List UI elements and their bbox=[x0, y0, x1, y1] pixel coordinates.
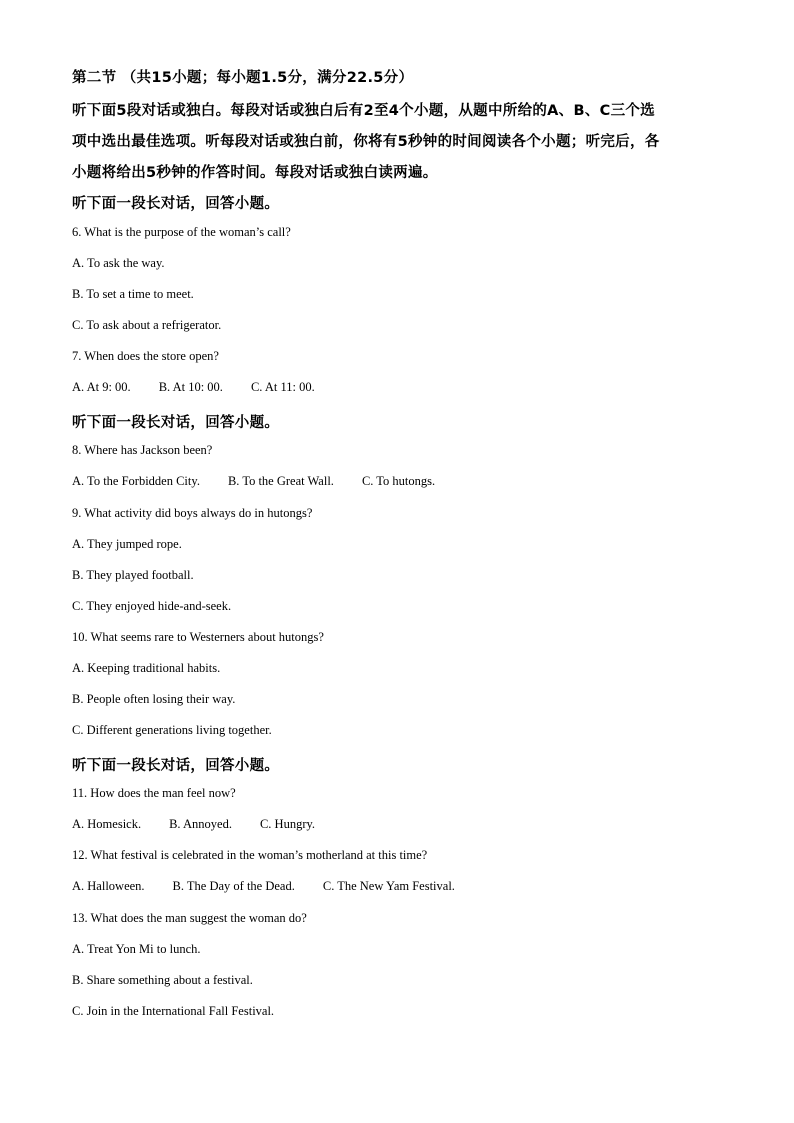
question-11-option-c: C. Hungry. bbox=[259, 817, 316, 831]
question-7-options bbox=[72, 380, 315, 395]
question-6-stem: 6. What is the purpose of the woman’s call? bbox=[72, 225, 291, 239]
question-10-stem: 10. What seems rare to Westerners about hutongs? bbox=[72, 630, 324, 644]
question-12-options bbox=[72, 879, 455, 894]
instructions-line-2: 项中选出最佳选项。听每段对话或独白前，你将有5秒钟的时间阅读各个小题；听完后，各 bbox=[72, 134, 660, 150]
question-8-stem: 8. Where has Jackson been? bbox=[72, 443, 213, 457]
instructions-line-1: 听下面5段对话或独白。每段对话或独白后有2至4个小题，从题中所给的A、B、C三个选 bbox=[72, 103, 655, 119]
question-9-option-b: B. They played football. bbox=[72, 568, 194, 582]
question-11-stem: 11. How does the man feel now? bbox=[72, 786, 236, 800]
group-heading-2: 听下面一段长对话，回答小题。 bbox=[72, 415, 280, 431]
question-12-option-a: A. Halloween. bbox=[72, 879, 145, 893]
question-13-option-a: A. Treat Yon Mi to lunch. bbox=[72, 942, 201, 956]
question-7-option-a: A. At 9: 00. bbox=[72, 380, 131, 394]
question-6-option-b: B. To set a time to meet. bbox=[72, 287, 194, 301]
question-10-option-c: C. Different generations living together. bbox=[72, 723, 272, 737]
question-8-option-c: C. To hutongs. bbox=[361, 474, 436, 488]
question-9-stem: 9. What activity did boys always do in hutongs? bbox=[72, 506, 313, 520]
question-13-stem: 13. What does the man suggest the woman do? bbox=[72, 911, 307, 925]
question-13-option-c: C. Join in the International Fall Festival. bbox=[72, 1004, 275, 1018]
question-7-option-c: C. At 11: 00. bbox=[250, 380, 315, 394]
question-10-option-a: A. Keeping traditional habits. bbox=[72, 661, 221, 675]
question-6-option-a: A. To ask the way. bbox=[72, 256, 165, 270]
question-9-option-a: A. They jumped rope. bbox=[72, 537, 182, 551]
instructions-line-3: 小题将给出5秒钟的作答时间。每段对话或独白读两遍。 bbox=[72, 165, 438, 181]
question-8-option-b: B. To the Great Wall. bbox=[227, 474, 334, 488]
question-7-stem: 7. When does the store open? bbox=[72, 349, 219, 363]
question-7-option-b: B. At 10: 00. bbox=[158, 380, 223, 394]
question-8-option-a: A. To the Forbidden City. bbox=[72, 474, 200, 488]
question-12-option-b: B. The Day of the Dead. bbox=[172, 879, 295, 893]
section-title: 第二节 （共15小题；每小题1.5分，满分22.5分） bbox=[72, 70, 414, 86]
group-heading-3: 听下面一段长对话，回答小题。 bbox=[72, 758, 280, 774]
question-11-option-a: A. Homesick. bbox=[72, 817, 142, 831]
question-12-option-c: C. The New Yam Festival. bbox=[322, 879, 455, 893]
question-12-stem: 12. What festival is celebrated in the woman’s motherland at this time? bbox=[72, 848, 428, 862]
question-11-option-b: B. Annoyed. bbox=[169, 817, 232, 831]
question-11-options bbox=[72, 817, 315, 832]
question-6-option-c: C. To ask about a refrigerator. bbox=[72, 318, 222, 332]
question-10-option-b: B. People often losing their way. bbox=[72, 692, 236, 706]
question-8-options bbox=[72, 474, 435, 489]
question-13-option-b: B. Share something about a festival. bbox=[72, 973, 253, 987]
question-9-option-c: C. They enjoyed hide-and-seek. bbox=[72, 599, 232, 613]
group-heading-1: 听下面一段长对话，回答小题。 bbox=[72, 196, 280, 212]
